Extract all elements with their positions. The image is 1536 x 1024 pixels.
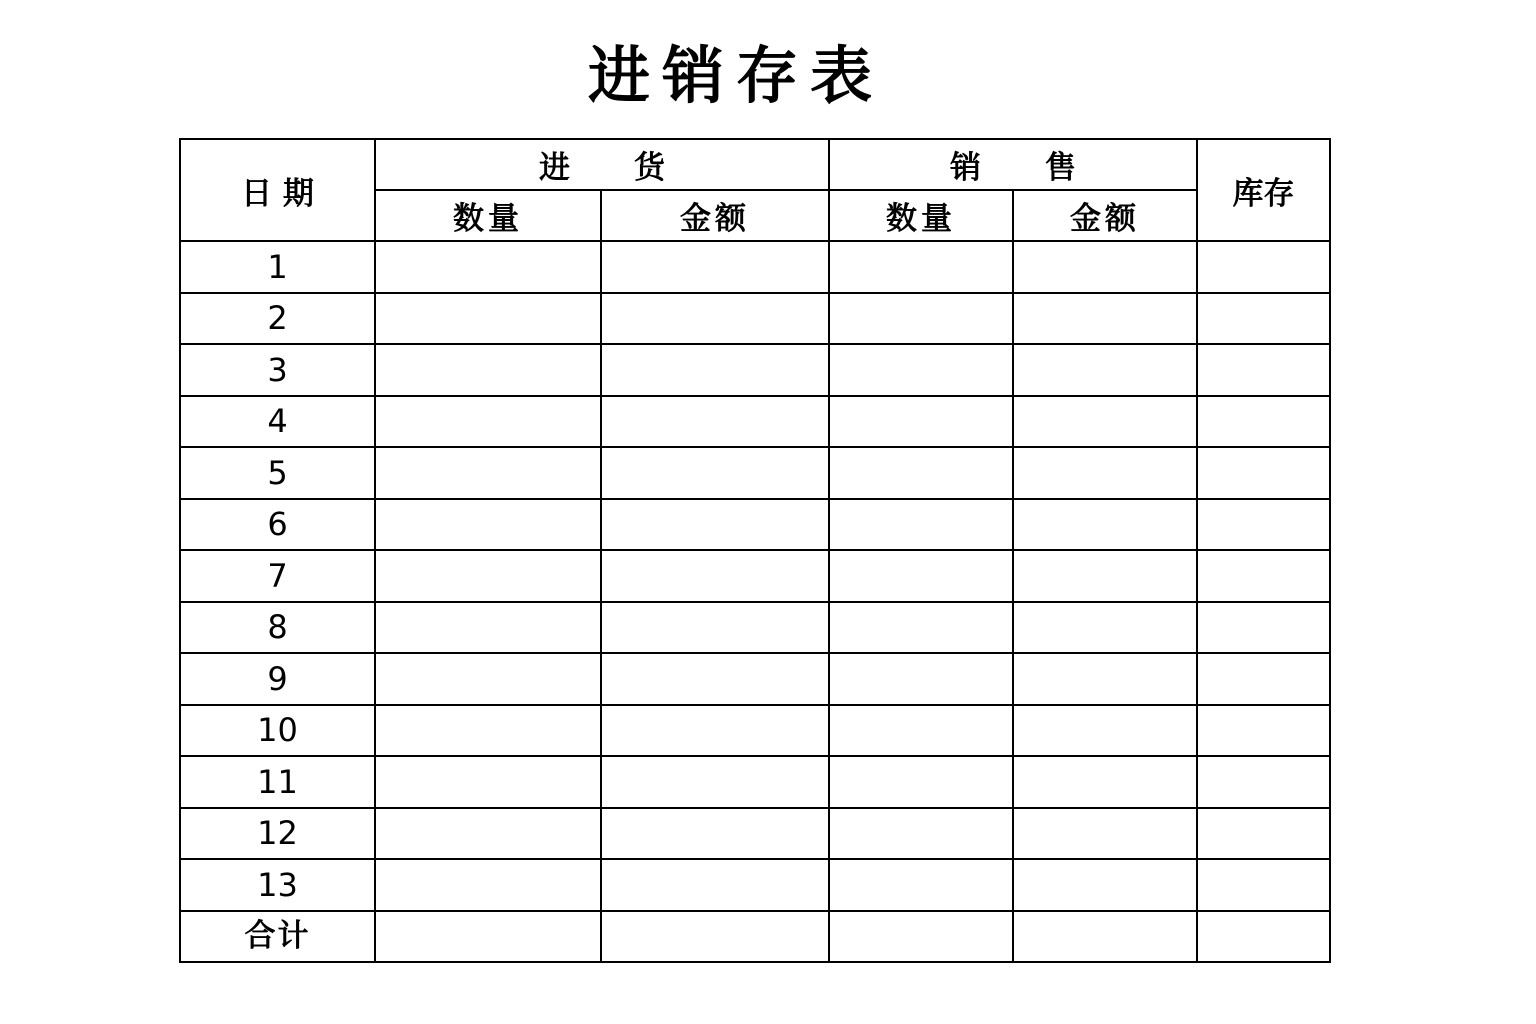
purchase-quantity-cell[interactable]	[375, 653, 601, 705]
sales-amount-cell[interactable]	[1013, 396, 1197, 448]
day-label: 13	[180, 859, 375, 911]
total-purchase-quantity-cell[interactable]	[375, 911, 601, 963]
day-label: 6	[180, 499, 375, 551]
purchase-amount-cell[interactable]	[601, 241, 829, 293]
sales-amount-cell[interactable]	[1013, 293, 1197, 345]
sales-amount-cell[interactable]	[1013, 756, 1197, 808]
sales-amount-cell[interactable]	[1013, 241, 1197, 293]
total-sales-amount-cell[interactable]	[1013, 911, 1197, 963]
sales-quantity-cell[interactable]	[829, 447, 1013, 499]
table-row	[180, 705, 1330, 757]
day-label: 3	[180, 344, 375, 396]
stock-cell[interactable]	[1197, 756, 1330, 808]
header-sales-char-1: 销	[950, 150, 981, 186]
stock-cell[interactable]	[1197, 550, 1330, 602]
purchase-amount-cell[interactable]	[601, 859, 829, 911]
sales-amount-cell[interactable]	[1013, 602, 1197, 654]
purchase-amount-cell[interactable]	[601, 396, 829, 448]
table-row	[180, 602, 1330, 654]
total-row	[180, 911, 1330, 963]
table-row	[180, 550, 1330, 602]
total-sales-quantity-cell[interactable]	[829, 911, 1013, 963]
day-label: 9	[180, 653, 375, 705]
table-row	[180, 653, 1330, 705]
purchase-amount-cell[interactable]	[601, 550, 829, 602]
purchase-amount-cell[interactable]	[601, 293, 829, 345]
purchase-amount-cell[interactable]	[601, 808, 829, 860]
table-row	[180, 499, 1330, 551]
stock-cell[interactable]	[1197, 602, 1330, 654]
sales-amount-cell[interactable]	[1013, 653, 1197, 705]
sales-amount-cell[interactable]	[1013, 808, 1197, 860]
page-title: 进销存表	[587, 39, 884, 112]
sales-quantity-cell[interactable]	[829, 293, 1013, 345]
sales-quantity-cell[interactable]	[829, 396, 1013, 448]
header-sales-quantity: 数量	[829, 190, 1013, 241]
total-label: 合计	[180, 911, 375, 963]
stock-cell[interactable]	[1197, 396, 1330, 448]
purchase-amount-cell[interactable]	[601, 344, 829, 396]
header-purchase-amount: 金额	[601, 190, 829, 241]
header-purchase-char-1: 进	[539, 150, 570, 186]
sales-amount-cell[interactable]	[1013, 499, 1197, 551]
total-stock-cell[interactable]	[1197, 911, 1330, 963]
stock-cell[interactable]	[1197, 653, 1330, 705]
sales-amount-cell[interactable]	[1013, 705, 1197, 757]
table-row	[180, 241, 1330, 293]
purchase-quantity-cell[interactable]	[375, 499, 601, 551]
header-date: 日 期	[180, 139, 375, 241]
sales-quantity-cell[interactable]	[829, 653, 1013, 705]
day-label: 7	[180, 550, 375, 602]
inventory-table	[179, 138, 1331, 963]
stock-cell[interactable]	[1197, 705, 1330, 757]
header-purchase-char-2: 货	[634, 150, 665, 186]
sales-amount-cell[interactable]	[1013, 859, 1197, 911]
sales-amount-cell[interactable]	[1013, 447, 1197, 499]
purchase-amount-cell[interactable]	[601, 602, 829, 654]
sales-quantity-cell[interactable]	[829, 550, 1013, 602]
table-body	[180, 241, 1330, 962]
day-label: 4	[180, 396, 375, 448]
sales-quantity-cell[interactable]	[829, 241, 1013, 293]
table-row	[180, 808, 1330, 860]
sales-quantity-cell[interactable]	[829, 344, 1013, 396]
purchase-quantity-cell[interactable]	[375, 396, 601, 448]
sales-amount-cell[interactable]	[1013, 344, 1197, 396]
day-label: 12	[180, 808, 375, 860]
sales-amount-cell[interactable]	[1013, 550, 1197, 602]
day-label: 5	[180, 447, 375, 499]
purchase-amount-cell[interactable]	[601, 447, 829, 499]
purchase-quantity-cell[interactable]	[375, 859, 601, 911]
header-sales-amount: 金额	[1013, 190, 1197, 241]
stock-cell[interactable]	[1197, 344, 1330, 396]
table-row	[180, 293, 1330, 345]
header-row-top	[180, 139, 1330, 190]
header-purchase-quantity: 数量	[375, 190, 601, 241]
header-stock: 库存	[1197, 139, 1330, 241]
header-sales-char-2: 售	[1045, 150, 1076, 186]
table-header	[180, 139, 1330, 241]
table-row	[180, 396, 1330, 448]
day-label: 1	[180, 241, 375, 293]
stock-cell[interactable]	[1197, 808, 1330, 860]
purchase-quantity-cell[interactable]	[375, 241, 601, 293]
header-sales	[829, 139, 1197, 190]
purchase-quantity-cell[interactable]	[375, 602, 601, 654]
header-purchase	[375, 139, 829, 190]
day-label: 11	[180, 756, 375, 808]
stock-cell[interactable]	[1197, 241, 1330, 293]
sales-quantity-cell[interactable]	[829, 859, 1013, 911]
stock-cell[interactable]	[1197, 499, 1330, 551]
table-row	[180, 344, 1330, 396]
sales-quantity-cell[interactable]	[829, 602, 1013, 654]
sales-quantity-cell[interactable]	[829, 705, 1013, 757]
purchase-quantity-cell[interactable]	[375, 705, 601, 757]
sales-quantity-cell[interactable]	[829, 499, 1013, 551]
stock-cell[interactable]	[1197, 447, 1330, 499]
purchase-quantity-cell[interactable]	[375, 447, 601, 499]
purchase-quantity-cell[interactable]	[375, 293, 601, 345]
purchase-quantity-cell[interactable]	[375, 756, 601, 808]
purchase-amount-cell[interactable]	[601, 756, 829, 808]
total-purchase-amount-cell[interactable]	[601, 911, 829, 963]
purchase-quantity-cell[interactable]	[375, 808, 601, 860]
day-label: 2	[180, 293, 375, 345]
purchase-amount-cell[interactable]	[601, 653, 829, 705]
sales-quantity-cell[interactable]	[829, 808, 1013, 860]
sales-quantity-cell[interactable]	[829, 756, 1013, 808]
purchase-quantity-cell[interactable]	[375, 344, 601, 396]
purchase-amount-cell[interactable]	[601, 499, 829, 551]
day-label: 8	[180, 602, 375, 654]
stock-cell[interactable]	[1197, 859, 1330, 911]
table-row	[180, 859, 1330, 911]
purchase-amount-cell[interactable]	[601, 705, 829, 757]
purchase-quantity-cell[interactable]	[375, 550, 601, 602]
table-row	[180, 756, 1330, 808]
stock-cell[interactable]	[1197, 293, 1330, 345]
day-label: 10	[180, 705, 375, 757]
table-row	[180, 447, 1330, 499]
